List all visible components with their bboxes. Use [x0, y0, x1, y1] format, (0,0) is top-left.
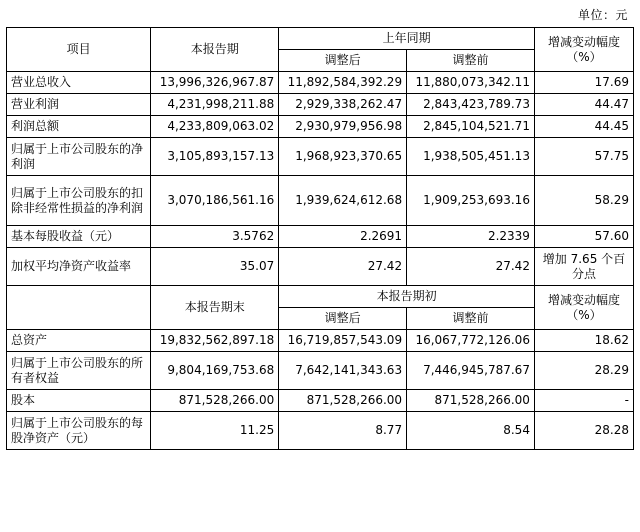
table-row — [7, 390, 634, 412]
row-adjusted: 871,528,266.00 — [279, 390, 407, 412]
row-current: 4,231,998,211.88 — [151, 94, 279, 116]
row-current: 3,070,186,561.16 — [151, 176, 279, 226]
row-before: 871,528,266.00 — [407, 390, 535, 412]
header-period-begin-group: 本报告期初 — [279, 286, 535, 308]
header-adjusted-2: 调整后 — [279, 308, 407, 330]
row-current: 871,528,266.00 — [151, 390, 279, 412]
row-adjusted: 1,939,624,612.68 — [279, 176, 407, 226]
row-before: 2,843,423,789.73 — [407, 94, 535, 116]
header-change-rate: 增减变动幅度（%） — [534, 28, 633, 72]
header-item-blank — [7, 286, 151, 330]
row-change: 57.75 — [534, 138, 633, 176]
row-label: 归属于上市公司股东的每股净资产（元） — [7, 412, 151, 450]
row-adjusted: 8.77 — [279, 412, 407, 450]
row-change: - — [534, 390, 633, 412]
row-before: 1,938,505,451.13 — [407, 138, 535, 176]
row-label: 基本每股收益（元） — [7, 226, 151, 248]
header-current-period: 本报告期 — [151, 28, 279, 72]
header-adjusted: 调整后 — [279, 50, 407, 72]
row-before: 16,067,772,126.06 — [407, 330, 535, 352]
row-adjusted: 2,930,979,956.98 — [279, 116, 407, 138]
row-current: 11.25 — [151, 412, 279, 450]
row-change: 57.60 — [534, 226, 633, 248]
row-label: 归属于上市公司股东的所有者权益 — [7, 352, 151, 390]
row-current: 19,832,562,897.18 — [151, 330, 279, 352]
row-adjusted: 2,929,338,262.47 — [279, 94, 407, 116]
row-current: 3,105,893,157.13 — [151, 138, 279, 176]
row-before: 1,909,253,693.16 — [407, 176, 535, 226]
table-row — [7, 176, 634, 226]
row-current: 9,804,169,753.68 — [151, 352, 279, 390]
row-before: 11,880,073,342.11 — [407, 72, 535, 94]
table-row — [7, 226, 634, 248]
header-before-adjust: 调整前 — [407, 50, 535, 72]
row-label: 利润总额 — [7, 116, 151, 138]
header-prior-period-group: 上年同期 — [279, 28, 535, 50]
table-row — [7, 352, 634, 390]
header-current-period-end: 本报告期末 — [151, 286, 279, 330]
table-row — [7, 248, 634, 286]
row-label: 营业总收入 — [7, 72, 151, 94]
row-change: 增加 7.65 个百分点 — [534, 248, 633, 286]
row-label: 总资产 — [7, 330, 151, 352]
row-label: 营业利润 — [7, 94, 151, 116]
header-change-rate-2: 增减变动幅度（%） — [534, 286, 633, 330]
row-label: 加权平均净资产收益率 — [7, 248, 151, 286]
row-change: 18.62 — [534, 330, 633, 352]
row-adjusted: 7,642,141,343.63 — [279, 352, 407, 390]
row-label: 归属于上市公司股东的扣除非经常性损益的净利润 — [7, 176, 151, 226]
table-header-row-3 — [7, 286, 634, 308]
header-item: 项目 — [7, 28, 151, 72]
row-adjusted: 11,892,584,392.29 — [279, 72, 407, 94]
row-label: 股本 — [7, 390, 151, 412]
row-before: 2.2339 — [407, 226, 535, 248]
row-current: 4,233,809,063.02 — [151, 116, 279, 138]
row-change: 58.29 — [534, 176, 633, 226]
table-row — [7, 412, 634, 450]
table-row — [7, 72, 634, 94]
row-adjusted: 16,719,857,543.09 — [279, 330, 407, 352]
row-change: 28.28 — [534, 412, 633, 450]
table-row — [7, 138, 634, 176]
row-current: 13,996,326,967.87 — [151, 72, 279, 94]
row-current: 3.5762 — [151, 226, 279, 248]
row-change: 17.69 — [534, 72, 633, 94]
row-adjusted: 2.2691 — [279, 226, 407, 248]
row-adjusted: 1,968,923,370.65 — [279, 138, 407, 176]
table-header-row-1 — [7, 28, 634, 50]
row-label: 归属于上市公司股东的净利润 — [7, 138, 151, 176]
row-before: 7,446,945,787.67 — [407, 352, 535, 390]
row-change: 44.47 — [534, 94, 633, 116]
row-change: 28.29 — [534, 352, 633, 390]
row-before: 8.54 — [407, 412, 535, 450]
financial-summary-table — [6, 27, 634, 450]
row-current: 35.07 — [151, 248, 279, 286]
table-row — [7, 330, 634, 352]
row-before: 2,845,104,521.71 — [407, 116, 535, 138]
row-adjusted: 27.42 — [279, 248, 407, 286]
header-before-adjust-2: 调整前 — [407, 308, 535, 330]
row-before: 27.42 — [407, 248, 535, 286]
unit-note: 单位：元 — [577, 8, 628, 22]
table-row — [7, 94, 634, 116]
table-row — [7, 116, 634, 138]
row-change: 44.45 — [534, 116, 633, 138]
